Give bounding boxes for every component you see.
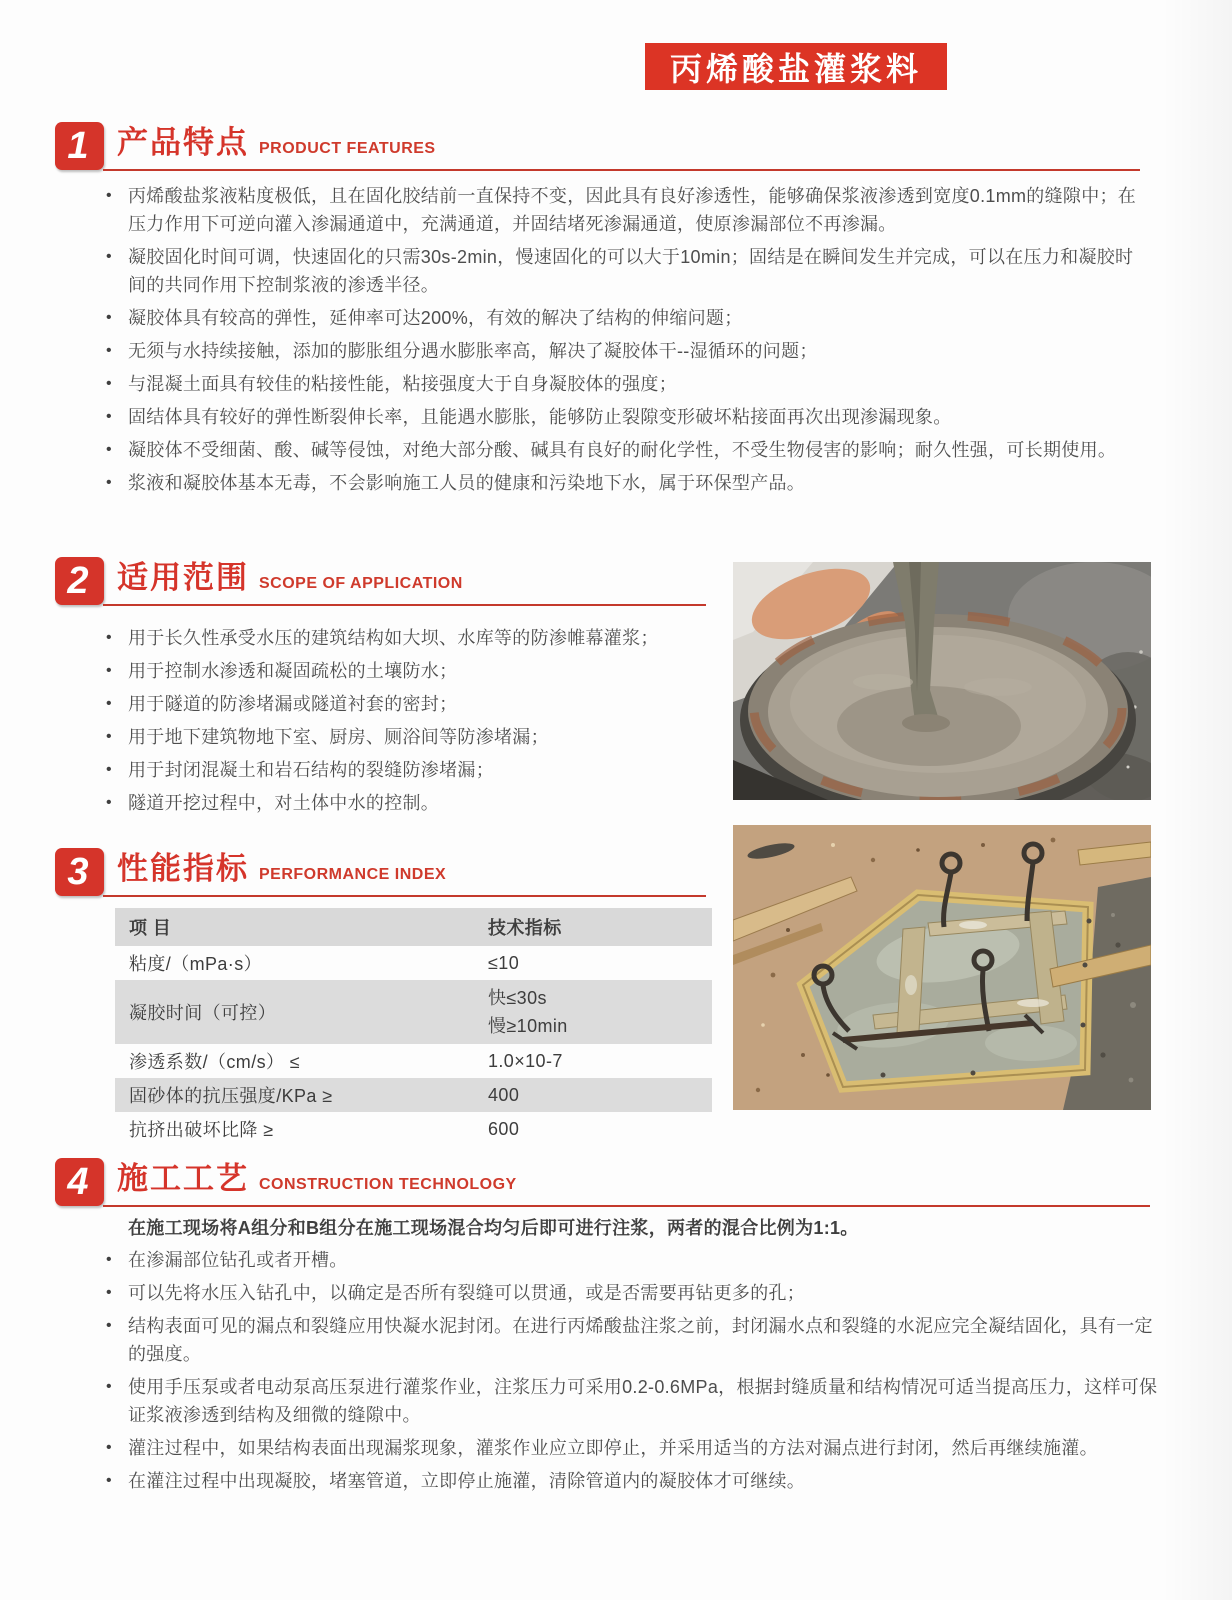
bullet-text: 用于隧道的防渗堵漏或隧道衬套的密封；	[128, 694, 458, 714]
section-4-title: 施工工艺	[117, 1161, 249, 1196]
table-row	[115, 1078, 712, 1112]
bullet-text: 用于控制水渗透和凝固疏松的土壤防水；	[128, 661, 458, 681]
list-item	[100, 624, 715, 652]
bullet-text: 浆液和凝胶体基本无毒，不会影响施工人员的健康和污染地下水，属于环保型产品。	[128, 473, 806, 493]
bullet-text: 可以先将水压入钻孔中，以确定是否所有裂缝可以贯通，或是否需要再钻更多的孔；	[128, 1283, 806, 1303]
table-cell-value: 400	[474, 1078, 712, 1112]
list-item	[100, 723, 715, 751]
bullet-dot-icon: •	[106, 187, 112, 204]
bullet-dot-icon: •	[106, 408, 112, 425]
list-item	[100, 370, 1148, 398]
table-cell-value: 1.0×10-7	[488, 1050, 563, 1071]
section-3-title: 性能指标	[117, 851, 249, 886]
list-item	[100, 789, 715, 817]
table-row	[115, 946, 712, 980]
bullet-dot-icon: •	[106, 761, 112, 778]
gel-time-fast: 快≤30s	[488, 988, 547, 1008]
bullet-dot-icon: •	[106, 1317, 112, 1334]
bullet-dot-icon: •	[106, 629, 112, 646]
bullet-dot-icon: •	[106, 728, 112, 745]
application-scope-list	[100, 624, 715, 822]
bullet-text: 结构表面可见的漏点和裂缝应用快凝水泥封闭。在进行丙烯酸盐注浆之前，封闭漏水点和裂缝的水泥应完全凝结固化，具有一定的强度。	[128, 1316, 1153, 1364]
section-1-header	[55, 122, 1145, 174]
bullet-dot-icon: •	[106, 474, 112, 491]
performance-index-table	[115, 908, 712, 1146]
list-item	[100, 1279, 1160, 1307]
list-item	[100, 243, 1148, 299]
list-item	[100, 182, 1148, 238]
list-item	[100, 469, 1148, 497]
list-item	[100, 1312, 1160, 1368]
table-header-row	[115, 908, 712, 946]
list-item	[100, 1246, 1160, 1274]
bullet-dot-icon: •	[106, 794, 112, 811]
list-item	[100, 403, 1148, 431]
list-item	[100, 1434, 1160, 1462]
bullet-dot-icon: •	[106, 441, 112, 458]
section-4-number-badge: 4	[55, 1158, 104, 1206]
list-item	[100, 1467, 1160, 1495]
section-1-underline	[103, 169, 1140, 171]
grout-mixing-photo	[733, 562, 1151, 800]
bullet-text: 使用手压泵或者电动泵高压泵进行灌浆作业，注浆压力可采用0.2-0.6MPa，根据封缝质量和结构情况可适当提高压力，这样可保证浆液渗透到结构及细微的缝隙中。	[128, 1377, 1158, 1425]
list-item	[100, 436, 1148, 464]
construction-steps-list	[100, 1246, 1160, 1500]
bullet-dot-icon: •	[106, 342, 112, 359]
bullet-dot-icon: •	[106, 1439, 112, 1456]
product-features-list	[100, 182, 1148, 502]
table-cell-name: 凝胶时间（可控）	[115, 980, 474, 1044]
table-header-index: 技术指标	[474, 908, 712, 946]
page-edge-shade	[1162, 0, 1232, 1600]
bullet-text: 与混凝土面具有较佳的粘接性能，粘接强度大于自身凝胶体的强度；	[128, 374, 677, 394]
section-2-subtitle: SCOPE OF APPLICATION	[259, 575, 463, 593]
bullet-dot-icon: •	[106, 1378, 112, 1395]
bullet-text: 隧道开挖过程中，对土体中水的控制。	[128, 793, 440, 813]
gel-time-slow: 慢≥10min	[488, 1016, 568, 1036]
table-cell-name: 抗挤出破坏比降 ≥	[129, 1120, 274, 1140]
table-cell-value	[474, 980, 712, 1044]
bullet-text: 凝胶体具有较高的弹性，延伸率可达200%，有效的解决了结构的伸缩问题；	[128, 308, 743, 328]
section-2-header	[55, 557, 715, 609]
bullet-dot-icon: •	[106, 375, 112, 392]
bullet-text: 用于地下建筑物地下室、厨房、厕浴间等防渗堵漏；	[128, 727, 549, 747]
product-title: 丙烯酸盐灌浆料	[669, 50, 922, 87]
section-1-title: 产品特点	[117, 125, 249, 160]
list-item	[100, 304, 1148, 332]
section-3-number-badge: 3	[55, 848, 104, 896]
section-4-subtitle: CONSTRUCTION TECHNOLOGY	[259, 1176, 517, 1194]
section-1-subtitle: PRODUCT FEATURES	[259, 140, 436, 158]
bullet-dot-icon: •	[106, 248, 112, 265]
section-3-subtitle: PERFORMANCE INDEX	[259, 866, 447, 884]
bullet-text: 无须与水持续接触，添加的膨胀组分遇水膨胀率高，解决了凝胶体干--湿循环的问题；	[128, 341, 818, 361]
construction-intro: 在施工现场将A组分和B组分在施工现场混合均匀后即可进行注浆，两者的混合比例为1:1。	[128, 1218, 859, 1238]
bullet-text: 凝胶体不受细菌、酸、碱等侵蚀，对绝大部分酸、碱具有良好的耐化学性，不受生物侵害的影响；耐久性强，可长期使用。	[128, 440, 1117, 460]
formwork-grouting-photo	[733, 825, 1151, 1110]
list-item	[100, 657, 715, 685]
section-2-underline	[103, 604, 706, 606]
list-item	[100, 337, 1148, 365]
bullet-text: 凝胶固化时间可调，快速固化的只需30s-2min，慢速固化的可以大于10min；固结是在瞬间发生并完成，可以在压力和凝胶时间的共同作用下控制浆液的渗透半径。	[128, 247, 1134, 295]
list-item	[100, 1373, 1160, 1429]
bullet-dot-icon: •	[106, 1284, 112, 1301]
section-2-number-badge: 2	[55, 557, 104, 605]
section-1-number-badge: 1	[55, 122, 104, 170]
section-2-title: 适用范围	[117, 560, 249, 595]
table-cell-name: 固砂体的抗压强度/KPa ≥	[115, 1078, 474, 1112]
list-item	[100, 690, 715, 718]
table-row	[115, 980, 712, 1044]
bullet-text: 丙烯酸盐浆液粘度极低，且在固化胶结前一直保持不变，因此具有良好渗透性，能够确保浆液渗透到宽度0.1mm的缝隙中；在压力作用下可逆向灌入渗漏通道中，充满通道，并固结堵死渗漏通道，使原渗漏部位不再渗漏。	[128, 186, 1137, 234]
section-4-underline	[103, 1205, 1150, 1207]
bullet-text: 固结体具有较好的弹性断裂伸长率，且能遇水膨胀，能够防止裂隙变形破坏粘接面再次出现渗漏现象。	[128, 407, 952, 427]
bullet-dot-icon: •	[106, 309, 112, 326]
table-cell-value: ≤10	[488, 952, 520, 973]
table-row	[115, 1112, 712, 1146]
table-cell-name: 粘度/（mPa·s）	[129, 954, 263, 974]
bullet-text: 用于封闭混凝土和岩石结构的裂缝防渗堵漏；	[128, 760, 494, 780]
list-item	[100, 756, 715, 784]
table-cell-value: 600	[488, 1118, 520, 1139]
table-row	[115, 1044, 712, 1078]
section-4-header	[55, 1158, 1155, 1210]
table-header-item: 项 目	[115, 908, 474, 946]
bullet-dot-icon: •	[106, 1472, 112, 1489]
product-title-banner	[645, 43, 947, 90]
table-cell-name: 渗透系数/（cm/s） ≤	[129, 1052, 301, 1072]
bullet-text: 灌注过程中，如果结构表面出现漏浆现象，灌浆作业应立即停止，并采用适当的方法对漏点进行封闭，然后再继续施灌。	[128, 1438, 1098, 1458]
section-3-header	[55, 848, 715, 900]
bullet-dot-icon: •	[106, 1251, 112, 1268]
bullet-text: 用于长久性承受水压的建筑结构如大坝、水库等的防渗帷幕灌浆；	[128, 628, 659, 648]
bullet-dot-icon: •	[106, 662, 112, 679]
bullet-text: 在灌注过程中出现凝胶，堵塞管道，立即停止施灌，清除管道内的凝胶体才可继续。	[128, 1471, 806, 1491]
bullet-text: 在渗漏部位钻孔或者开槽。	[128, 1250, 348, 1270]
bullet-dot-icon: •	[106, 695, 112, 712]
section-3-underline	[103, 895, 706, 897]
